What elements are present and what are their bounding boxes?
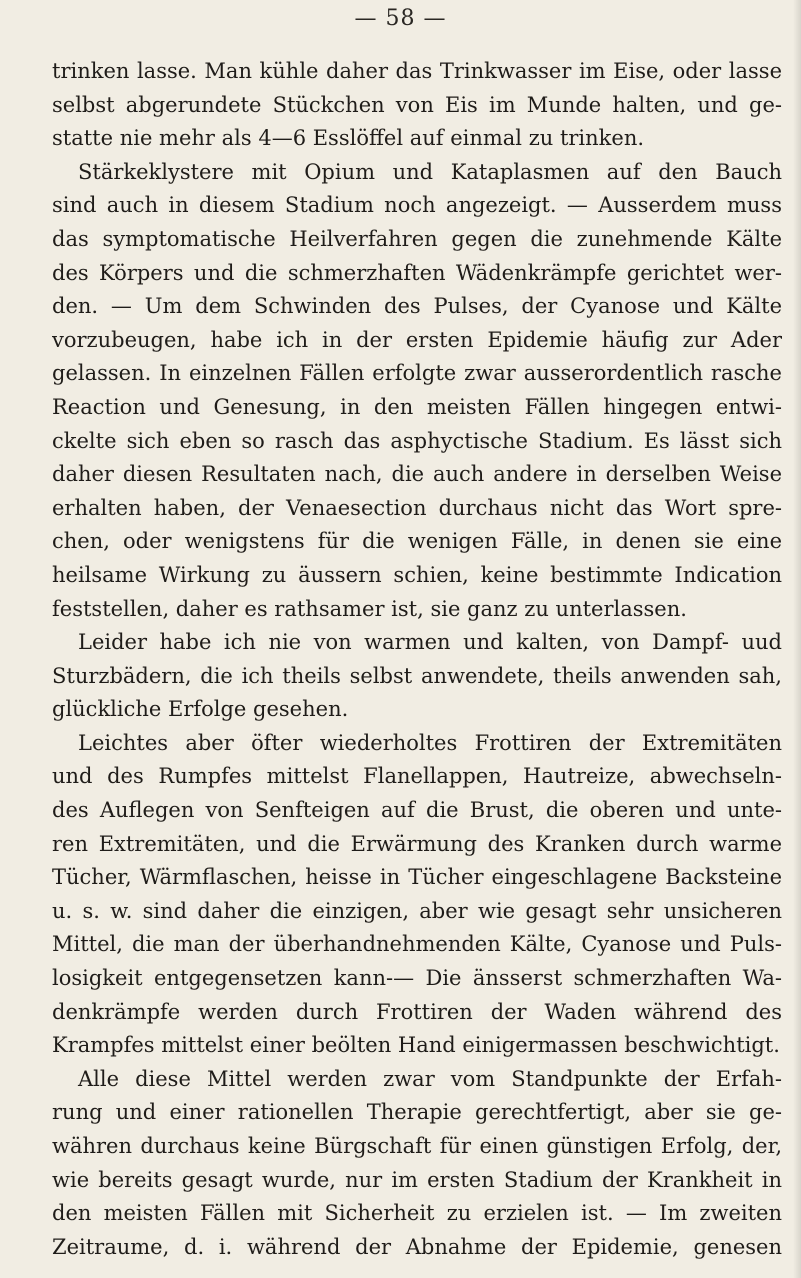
text-line: Tücher, Wärmflaschen, heisse in Tücher eingeschlagene Backsteine — [52, 865, 782, 890]
text-line: denkrämpfe werden durch Frottiren der Waden während des — [52, 999, 782, 1024]
text-line: Leider habe ich nie von warmen und kalten, von Dampf- uud — [78, 630, 782, 655]
text-line: Leichtes aber öfter wiederholtes Frottiren der Extremitäten — [78, 730, 782, 755]
text-line: Alle diese Mittel werden zwar vom Standpunkte der Erfah- — [78, 1066, 782, 1091]
text-line: selbst abgerundete Stückchen von Eis im Munde halten, und ge- — [52, 92, 782, 117]
text-line: losigkeit entgegensetzen kann-— Die änsserst schmerzhaften Wa- — [52, 966, 782, 991]
text-line: glückliche Erfolge gesehen. — [52, 697, 349, 722]
text-line: den meisten Fällen mit Sicherheit zu erzielen ist. — Im zweiten — [52, 1201, 782, 1226]
page-number: — 58 — — [354, 6, 447, 31]
text-line: vorzubeugen, habe ich in der ersten Epidemie häufig zur Ader — [52, 327, 782, 352]
text-line: des Körpers und die schmerzhaften Wädenkrämpfe gerichtet wer- — [52, 260, 782, 285]
text-line: Zeitraume, d. i. während der Abnahme der Epidemie, genesen — [52, 1234, 782, 1259]
text-line: u. s. w. sind daher die einzigen, aber wie gesagt sehr unsicheren — [52, 898, 782, 923]
text-line: erhalten haben, der Venaesection durchaus nicht das Wort spre- — [52, 495, 782, 520]
text-line: das symptomatische Heilverfahren gegen die zunehmende Kälte — [52, 226, 782, 251]
text-line: chen, oder wenigstens für die wenigen Fälle, in denen sie eine — [52, 529, 782, 554]
text-line: Sturzbädern, die ich theils selbst anwendete, theils anwenden sah, — [52, 663, 782, 688]
text-line: Mittel, die man der überhandnehmenden Kälte, Cyanose und Puls- — [52, 932, 782, 957]
text-line: währen durchaus keine Bürgschaft für einen günstigen Erfolg, der, — [52, 1134, 782, 1158]
text-line: gelassen. In einzelnen Fällen erfolgte zwar ausserordentlich rasche — [52, 361, 782, 386]
text-line: rung und einer rationellen Therapie gerechtfertigt, aber sie ge- — [52, 1100, 782, 1125]
text-line: und des Rumpfes mittelst Flanellappen, Hautreize, abwechseln- — [52, 764, 782, 789]
text-line: Reaction und Genesung, in den meisten Fällen hingegen entwi- — [52, 394, 782, 419]
text-line: daher diesen Resultaten nach, die auch andere in derselben Weise — [52, 462, 782, 487]
text-line: den. — Um dem Schwinden des Pulses, der Cyanose und Kälte — [52, 294, 782, 319]
text-line: wie bereits gesagt wurde, nur im ersten Stadium der Krankheit in — [52, 1167, 782, 1192]
text-line: statte nie mehr als 4—6 Esslöffel auf einmal zu trinken. — [52, 126, 645, 151]
text-line: trinken lasse. Man kühle daher das Trinkwasser im Eise, oder lasse — [52, 59, 782, 83]
text-line: Stärkeklystere mit Opium und Kataplasmen auf den Bauch — [78, 159, 782, 184]
text-line: Krampfes mittelst einer beölten Hand einigermassen beschwichtigt. — [52, 1033, 780, 1058]
text-line: ckelte sich eben so rasch das asphyctische Stadium. Es lässt sich — [52, 428, 782, 453]
text-line: des Auflegen von Senfteigen auf die Brust, die oberen und unte- — [52, 798, 782, 823]
text-line: ren Extremitäten, und die Erwärmung des Kranken durch warme — [52, 831, 782, 856]
text-line: sind auch in diesem Stadium noch angezeigt. — Ausserdem muss — [52, 193, 782, 218]
text-line: heilsame Wirkung zu äussern schien, keine bestimmte Indication — [52, 562, 782, 587]
text-line: feststellen, daher es rathsamer ist, sie ganz zu unterlassen. — [52, 596, 687, 621]
page-edge-shadow — [793, 0, 801, 1278]
body-text — [52, 55, 782, 1264]
